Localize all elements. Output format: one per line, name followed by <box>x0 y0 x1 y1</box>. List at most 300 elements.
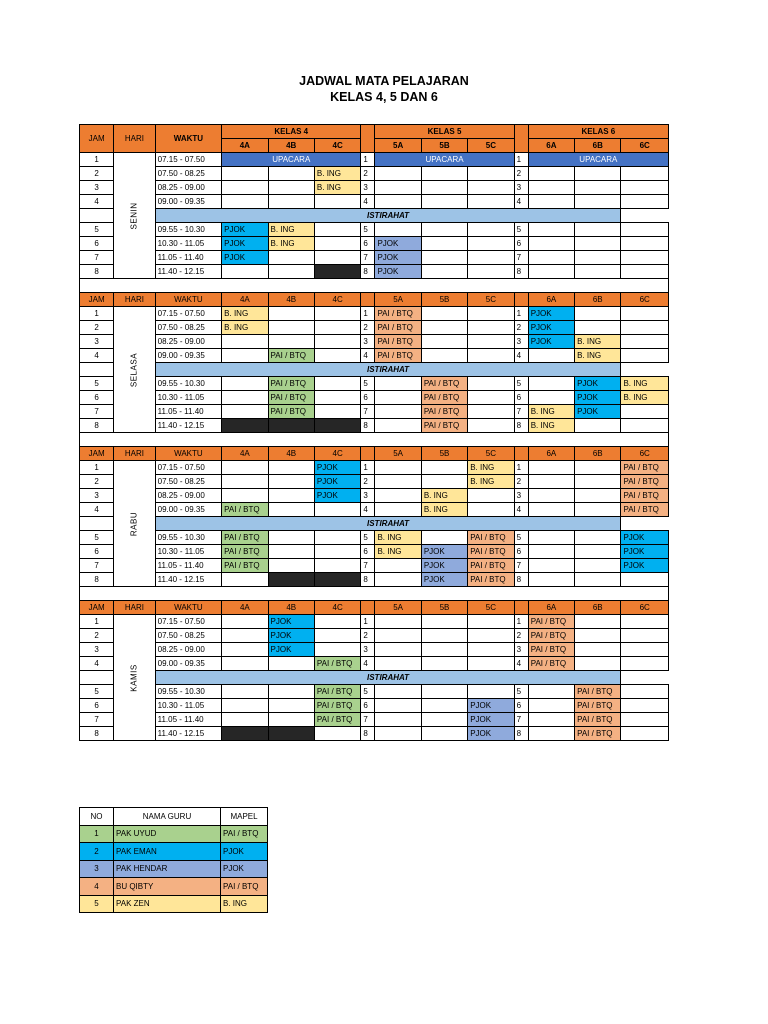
jam-cell: 6 <box>514 391 528 405</box>
jam-cell: 4 <box>361 657 375 671</box>
subject-cell <box>528 699 574 713</box>
schedule-row <box>80 321 669 335</box>
class-header: 4C <box>314 447 360 461</box>
subject-cell <box>528 167 574 181</box>
waktu-cell: 09.00 - 09.35 <box>155 349 222 363</box>
jam-cell: 1 <box>514 307 528 321</box>
subject-cell <box>268 685 314 699</box>
subject-cell: PJOK <box>621 559 669 573</box>
class-header: 5C <box>468 293 514 307</box>
subject-cell <box>222 461 268 475</box>
subject-cell: PJOK <box>575 377 621 391</box>
subject-cell <box>421 461 467 475</box>
schedule-row <box>80 335 669 349</box>
subject-cell <box>222 349 268 363</box>
subject-cell: PAI / BTQ <box>621 475 669 489</box>
subject-cell: PJOK <box>222 237 268 251</box>
subject-cell <box>421 265 467 279</box>
class-header: 6B <box>575 601 621 615</box>
schedule-row <box>80 531 669 545</box>
subject-cell <box>375 195 421 209</box>
kelas-group-header: KELAS 5 <box>375 125 514 139</box>
subject-cell <box>421 167 467 181</box>
jam-cell: 5 <box>514 685 528 699</box>
waktu-cell: 08.25 - 09.00 <box>155 489 222 503</box>
subject-cell <box>222 699 268 713</box>
jam-cell: 3 <box>514 181 528 195</box>
subject-cell <box>421 629 467 643</box>
upacara-cell: UPACARA <box>528 153 668 167</box>
jam-cell: 6 <box>80 391 114 405</box>
subject-cell <box>468 335 514 349</box>
jam-cell: 3 <box>514 489 528 503</box>
subject-cell <box>621 181 669 195</box>
subject-cell: PAI / BTQ <box>222 545 268 559</box>
subject-cell: B. ING <box>528 405 574 419</box>
jam-cell: 5 <box>80 223 114 237</box>
class-header: 6A <box>528 601 574 615</box>
jam-column-header <box>361 293 375 307</box>
waktu-cell: 09.00 - 09.35 <box>155 195 222 209</box>
jam-cell: 5 <box>80 685 114 699</box>
subject-cell <box>528 503 574 517</box>
subject-cell: B. ING <box>314 167 360 181</box>
subject-cell <box>468 223 514 237</box>
subject-cell <box>421 335 467 349</box>
subject-cell <box>268 503 314 517</box>
subject-cell <box>421 237 467 251</box>
legend-subject: B. ING <box>221 895 268 913</box>
jam-cell: 6 <box>80 237 114 251</box>
column-header-jam: JAM <box>80 125 114 153</box>
subject-cell: PJOK <box>621 531 669 545</box>
schedule-row <box>80 559 669 573</box>
subject-cell: PJOK <box>468 699 514 713</box>
subject-cell <box>421 195 467 209</box>
subject-cell <box>222 615 268 629</box>
document-subtitle: KELAS 4, 5 DAN 6 <box>330 90 438 104</box>
subject-cell: PJOK <box>468 727 514 741</box>
subject-cell <box>575 307 621 321</box>
jam-cell: 6 <box>361 699 375 713</box>
waktu-cell: 11.05 - 11.40 <box>155 251 222 265</box>
jam-cell: 5 <box>361 223 375 237</box>
subject-cell <box>575 643 621 657</box>
subject-cell <box>222 685 268 699</box>
class-header: 4C <box>314 139 360 153</box>
subject-cell <box>268 545 314 559</box>
class-header: 5B <box>421 447 467 461</box>
subject-cell <box>421 349 467 363</box>
subject-cell <box>621 167 669 181</box>
class-header: 4A <box>222 447 268 461</box>
subject-cell <box>575 615 621 629</box>
schedule-row <box>80 377 669 391</box>
schedule-row <box>80 181 669 195</box>
jam-cell: 3 <box>80 489 114 503</box>
jam-cell: 7 <box>361 405 375 419</box>
subject-cell <box>314 391 360 405</box>
subject-cell <box>268 559 314 573</box>
jam-cell: 5 <box>80 377 114 391</box>
subject-cell <box>268 713 314 727</box>
jam-cell: 7 <box>361 251 375 265</box>
waktu-cell: 08.25 - 09.00 <box>155 181 222 195</box>
jam-cell: 1 <box>80 461 114 475</box>
jam-cell: 7 <box>80 713 114 727</box>
subject-cell <box>375 685 421 699</box>
subject-cell <box>528 377 574 391</box>
class-header: 5B <box>421 139 467 153</box>
subject-cell <box>528 559 574 573</box>
subject-cell: PJOK <box>621 545 669 559</box>
subject-cell <box>421 685 467 699</box>
subject-cell: B. ING <box>468 461 514 475</box>
subject-cell <box>575 167 621 181</box>
waktu-cell: 09.55 - 10.30 <box>155 685 222 699</box>
subject-cell <box>268 475 314 489</box>
header-row <box>80 601 669 615</box>
jam-cell: 3 <box>514 643 528 657</box>
istirahat-row <box>80 363 669 377</box>
subject-cell <box>575 489 621 503</box>
subject-cell: PJOK <box>268 629 314 643</box>
subject-cell: PAI / BTQ <box>421 377 467 391</box>
subject-cell <box>314 573 360 587</box>
subject-cell: PJOK <box>421 545 467 559</box>
subject-cell <box>468 181 514 195</box>
jam-cell: 7 <box>80 405 114 419</box>
legend-row <box>80 843 268 861</box>
subject-cell <box>421 699 467 713</box>
subject-cell <box>222 181 268 195</box>
legend-no: 2 <box>80 843 114 861</box>
jam-cell: 4 <box>514 195 528 209</box>
subject-cell <box>314 545 360 559</box>
subject-cell <box>575 559 621 573</box>
legend-teacher-name: BU QIBTY <box>114 878 221 896</box>
jam-cell: 7 <box>80 559 114 573</box>
subject-cell <box>268 195 314 209</box>
header-row <box>80 293 669 307</box>
istirahat-bar: ISTIRAHAT <box>155 363 621 377</box>
column-header-hari: HARI <box>114 293 155 307</box>
subject-cell <box>528 391 574 405</box>
subject-cell: PJOK <box>421 559 467 573</box>
subject-cell <box>375 629 421 643</box>
day-name: KAMIS <box>129 663 139 692</box>
subject-cell <box>621 713 669 727</box>
istirahat-bar: ISTIRAHAT <box>155 517 621 531</box>
subject-cell: PAI / BTQ <box>222 503 268 517</box>
jam-cell: 2 <box>80 629 114 643</box>
subject-cell: B. ING <box>222 321 268 335</box>
class-header: 6B <box>575 293 621 307</box>
jam-cell: 8 <box>80 265 114 279</box>
waktu-cell: 09.00 - 09.35 <box>155 657 222 671</box>
subject-cell <box>222 335 268 349</box>
schedule-row <box>80 251 669 265</box>
waktu-cell: 07.50 - 08.25 <box>155 475 222 489</box>
subject-cell: B. ING <box>375 531 421 545</box>
subject-cell <box>268 531 314 545</box>
subject-cell <box>421 615 467 629</box>
jam-cell: 1 <box>514 153 528 167</box>
subject-cell: PAI / BTQ <box>222 531 268 545</box>
subject-cell <box>621 265 669 279</box>
subject-cell <box>421 181 467 195</box>
schedule-row <box>80 713 669 727</box>
subject-cell: PAI / BTQ <box>222 559 268 573</box>
waktu-cell: 11.40 - 12.15 <box>155 265 222 279</box>
jam-column-header <box>514 447 528 461</box>
schedule-row <box>80 265 669 279</box>
subject-cell: PJOK <box>222 223 268 237</box>
jam-cell: 3 <box>361 643 375 657</box>
jam-cell: 8 <box>361 573 375 587</box>
subject-cell <box>575 251 621 265</box>
subject-cell <box>421 251 467 265</box>
subject-cell <box>468 307 514 321</box>
subject-cell <box>375 657 421 671</box>
subject-cell <box>268 321 314 335</box>
column-header-waktu: WAKTU <box>155 601 222 615</box>
header-row <box>80 125 669 139</box>
jam-column-header <box>361 125 375 153</box>
subject-cell <box>468 685 514 699</box>
jam-cell: 2 <box>361 629 375 643</box>
day-separator-bar <box>80 433 669 447</box>
subject-cell <box>468 195 514 209</box>
subject-cell <box>222 713 268 727</box>
subject-cell: PJOK <box>268 643 314 657</box>
subject-cell <box>222 419 268 433</box>
subject-cell: B. ING <box>421 489 467 503</box>
class-header: 5C <box>468 601 514 615</box>
legend-subject: PAI / BTQ <box>221 825 268 843</box>
subject-cell <box>421 531 467 545</box>
subject-cell <box>575 503 621 517</box>
jam-cell: 1 <box>80 615 114 629</box>
waktu-cell: 10.30 - 11.05 <box>155 699 222 713</box>
jam-cell: 5 <box>361 531 375 545</box>
subject-cell <box>314 419 360 433</box>
jam-column-header <box>514 601 528 615</box>
class-header: 5A <box>375 447 421 461</box>
subject-cell <box>375 573 421 587</box>
subject-cell <box>621 237 669 251</box>
subject-cell <box>575 531 621 545</box>
subject-cell <box>314 237 360 251</box>
jam-cell: 5 <box>361 377 375 391</box>
subject-cell <box>575 573 621 587</box>
upacara-cell: UPACARA <box>222 153 361 167</box>
subject-cell: PJOK <box>375 265 421 279</box>
istirahat-row <box>80 517 669 531</box>
jam-cell: 7 <box>514 559 528 573</box>
subject-cell: PAI / BTQ <box>528 643 574 657</box>
subject-cell <box>222 643 268 657</box>
subject-cell <box>375 713 421 727</box>
legend-row <box>80 825 268 843</box>
legend-teacher-name: PAK ZEN <box>114 895 221 913</box>
subject-cell <box>528 545 574 559</box>
subject-cell: PAI / BTQ <box>468 573 514 587</box>
class-header: 4A <box>222 601 268 615</box>
schedule-row <box>80 685 669 699</box>
subject-cell <box>375 503 421 517</box>
subject-cell: PAI / BTQ <box>314 713 360 727</box>
jam-cell: 1 <box>361 615 375 629</box>
class-header: 4B <box>268 139 314 153</box>
subject-cell <box>314 531 360 545</box>
subject-cell <box>468 629 514 643</box>
subject-cell <box>468 391 514 405</box>
subject-cell <box>528 531 574 545</box>
subject-cell: B. ING <box>421 503 467 517</box>
subject-cell: PAI / BTQ <box>621 461 669 475</box>
schedule-row <box>80 545 669 559</box>
jam-cell: 8 <box>80 727 114 741</box>
day-label <box>114 153 155 279</box>
waktu-cell: 10.30 - 11.05 <box>155 237 222 251</box>
subject-cell <box>621 643 669 657</box>
subject-cell: PJOK <box>314 475 360 489</box>
subject-cell <box>222 265 268 279</box>
waktu-cell: 07.15 - 07.50 <box>155 615 222 629</box>
subject-cell: PAI / BTQ <box>528 629 574 643</box>
subject-cell <box>528 195 574 209</box>
istirahat-bar: ISTIRAHAT <box>155 209 621 223</box>
legend-teacher-name: PAK UYUD <box>114 825 221 843</box>
subject-cell: PAI / BTQ <box>468 559 514 573</box>
jam-cell: 4 <box>361 349 375 363</box>
subject-cell <box>314 629 360 643</box>
subject-cell <box>621 727 669 741</box>
waktu-cell: 11.40 - 12.15 <box>155 573 222 587</box>
subject-cell <box>621 307 669 321</box>
column-header-waktu: WAKTU <box>155 293 222 307</box>
schedule-table <box>79 124 669 741</box>
subject-cell <box>468 489 514 503</box>
subject-cell <box>621 223 669 237</box>
subject-cell <box>314 559 360 573</box>
jam-cell: 8 <box>80 419 114 433</box>
subject-cell <box>621 251 669 265</box>
subject-cell <box>575 237 621 251</box>
subject-cell <box>468 167 514 181</box>
subject-cell <box>575 223 621 237</box>
jam-cell <box>80 671 114 685</box>
legend-header: NO <box>80 808 114 826</box>
subject-cell <box>268 167 314 181</box>
subject-cell: B. ING <box>268 223 314 237</box>
subject-cell <box>528 489 574 503</box>
day-name: SELASA <box>129 352 139 387</box>
subject-cell: PAI / BTQ <box>621 503 669 517</box>
subject-cell: PJOK <box>375 237 421 251</box>
jam-cell: 1 <box>80 153 114 167</box>
subject-cell <box>528 685 574 699</box>
jam-cell: 8 <box>514 265 528 279</box>
schedule-row <box>80 629 669 643</box>
schedule-row <box>80 391 669 405</box>
subject-cell <box>575 265 621 279</box>
day-separator-bar <box>80 279 669 293</box>
subject-cell: PJOK <box>222 251 268 265</box>
subject-cell <box>375 181 421 195</box>
subject-cell <box>621 405 669 419</box>
subject-cell <box>575 195 621 209</box>
subject-cell <box>575 461 621 475</box>
column-header-waktu: WAKTU <box>155 447 222 461</box>
subject-cell <box>314 321 360 335</box>
subject-cell: B. ING <box>268 237 314 251</box>
subject-cell: PAI / BTQ <box>375 307 421 321</box>
jam-cell: 2 <box>514 475 528 489</box>
legend-header-row <box>80 808 268 826</box>
jam-cell: 8 <box>514 727 528 741</box>
class-header: 4B <box>268 447 314 461</box>
jam-cell: 4 <box>514 503 528 517</box>
schedule-row <box>80 419 669 433</box>
legend-row <box>80 860 268 878</box>
subject-cell <box>621 699 669 713</box>
schedule-row <box>80 699 669 713</box>
class-header: 6C <box>621 293 669 307</box>
waktu-cell: 07.50 - 08.25 <box>155 629 222 643</box>
schedule-row <box>80 461 669 475</box>
subject-cell: PAI / BTQ <box>528 657 574 671</box>
subject-cell: PAI / BTQ <box>421 391 467 405</box>
subject-cell <box>375 475 421 489</box>
column-header-hari: HARI <box>114 125 155 153</box>
waktu-cell: 07.50 - 08.25 <box>155 167 222 181</box>
subject-cell <box>314 503 360 517</box>
subject-cell: B. ING <box>314 181 360 195</box>
subject-cell <box>222 195 268 209</box>
subject-cell <box>375 377 421 391</box>
jam-cell: 4 <box>514 657 528 671</box>
jam-cell: 4 <box>361 503 375 517</box>
jam-cell: 2 <box>514 167 528 181</box>
jam-cell: 7 <box>361 559 375 573</box>
subject-cell <box>421 713 467 727</box>
legend-subject: PJOK <box>221 860 268 878</box>
jam-cell: 3 <box>80 643 114 657</box>
subject-cell <box>421 643 467 657</box>
schedule-row <box>80 195 669 209</box>
jam-cell: 2 <box>361 321 375 335</box>
jam-cell: 6 <box>514 545 528 559</box>
subject-cell <box>268 489 314 503</box>
subject-cell: PAI / BTQ <box>575 713 621 727</box>
jam-cell: 2 <box>514 321 528 335</box>
schedule-row <box>80 405 669 419</box>
subject-cell <box>575 321 621 335</box>
schedule-row <box>80 503 669 517</box>
class-header: 6A <box>528 447 574 461</box>
jam-cell: 8 <box>361 265 375 279</box>
class-header: 5A <box>375 293 421 307</box>
day-label <box>114 461 155 587</box>
column-header-jam: JAM <box>80 447 114 461</box>
subject-cell <box>314 307 360 321</box>
jam-cell: 2 <box>80 321 114 335</box>
legend-row <box>80 895 268 913</box>
subject-cell <box>621 615 669 629</box>
subject-cell: B. ING <box>575 349 621 363</box>
